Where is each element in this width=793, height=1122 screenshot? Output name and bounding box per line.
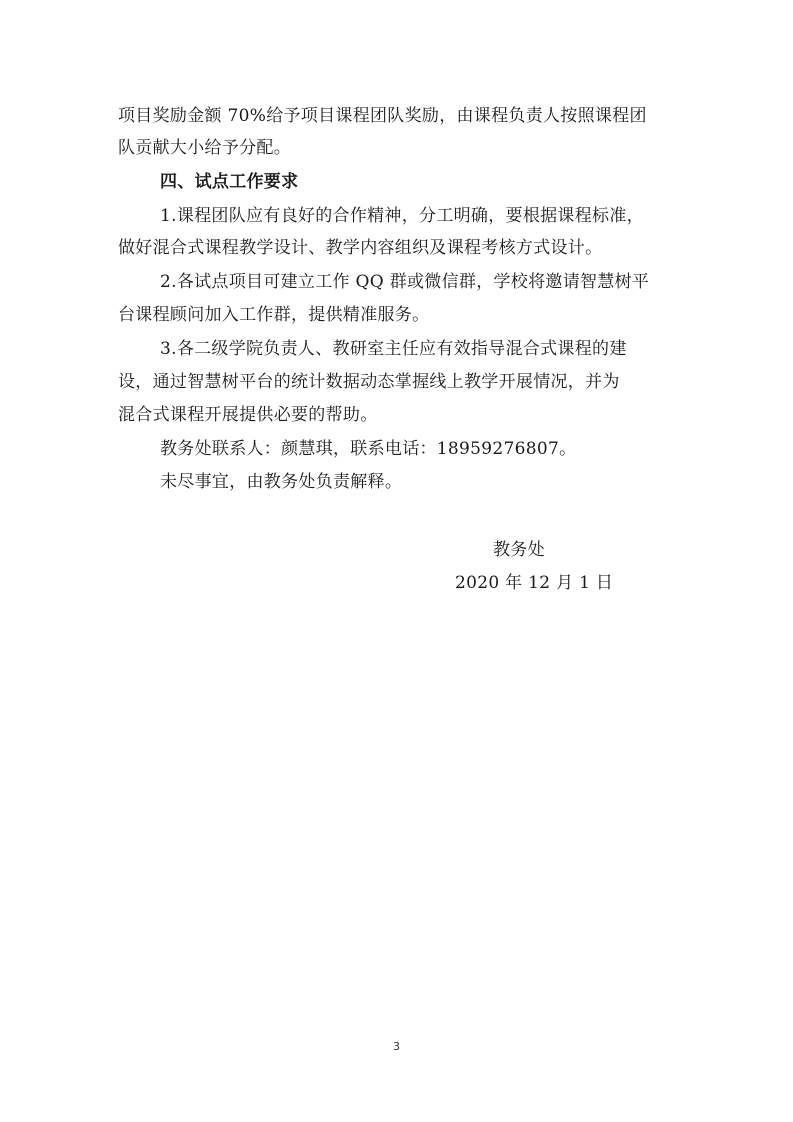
paragraph-line: 3.各二级学院负责人、教研室主任应有效指导混合式课程的建 [160, 339, 627, 359]
paragraph-line: 1.课程团队应有良好的合作精神，分工明确，要根据课程标准， [160, 206, 644, 226]
signature-office: 教务处 [493, 540, 545, 560]
closing-line: 未尽事宜，由教务处负责解释。 [160, 472, 403, 492]
paragraph-line: 台课程顾问加入工作群，提供精准服务。 [118, 305, 430, 325]
paragraph-line: 混合式课程开展提供必要的帮助。 [118, 405, 378, 425]
paragraph-line: 队贡献大小给予分配。 [118, 138, 291, 158]
paragraph-line: 设，通过智慧树平台的统计数据动态掌握线上教学开展情况，并为 [118, 372, 620, 392]
paragraph-line: 项目奖励金额 70%给予项目课程团队奖励，由课程负责人按照课程团 [118, 106, 647, 126]
signature-date: 2020 年 12 月 1 日 [455, 573, 614, 593]
section-heading: 四、试点工作要求 [160, 172, 299, 192]
page-number: 3 [393, 1040, 400, 1053]
paragraph-line: 做好混合式课程教学设计、教学内容组织及课程考核方式设计。 [118, 238, 603, 258]
contact-line: 教务处联系人：颜慧琪，联系电话：18959276807。 [160, 439, 577, 459]
paragraph-line: 2.各试点项目可建立工作 QQ 群或微信群，学校将邀请智慧树平 [160, 272, 650, 292]
